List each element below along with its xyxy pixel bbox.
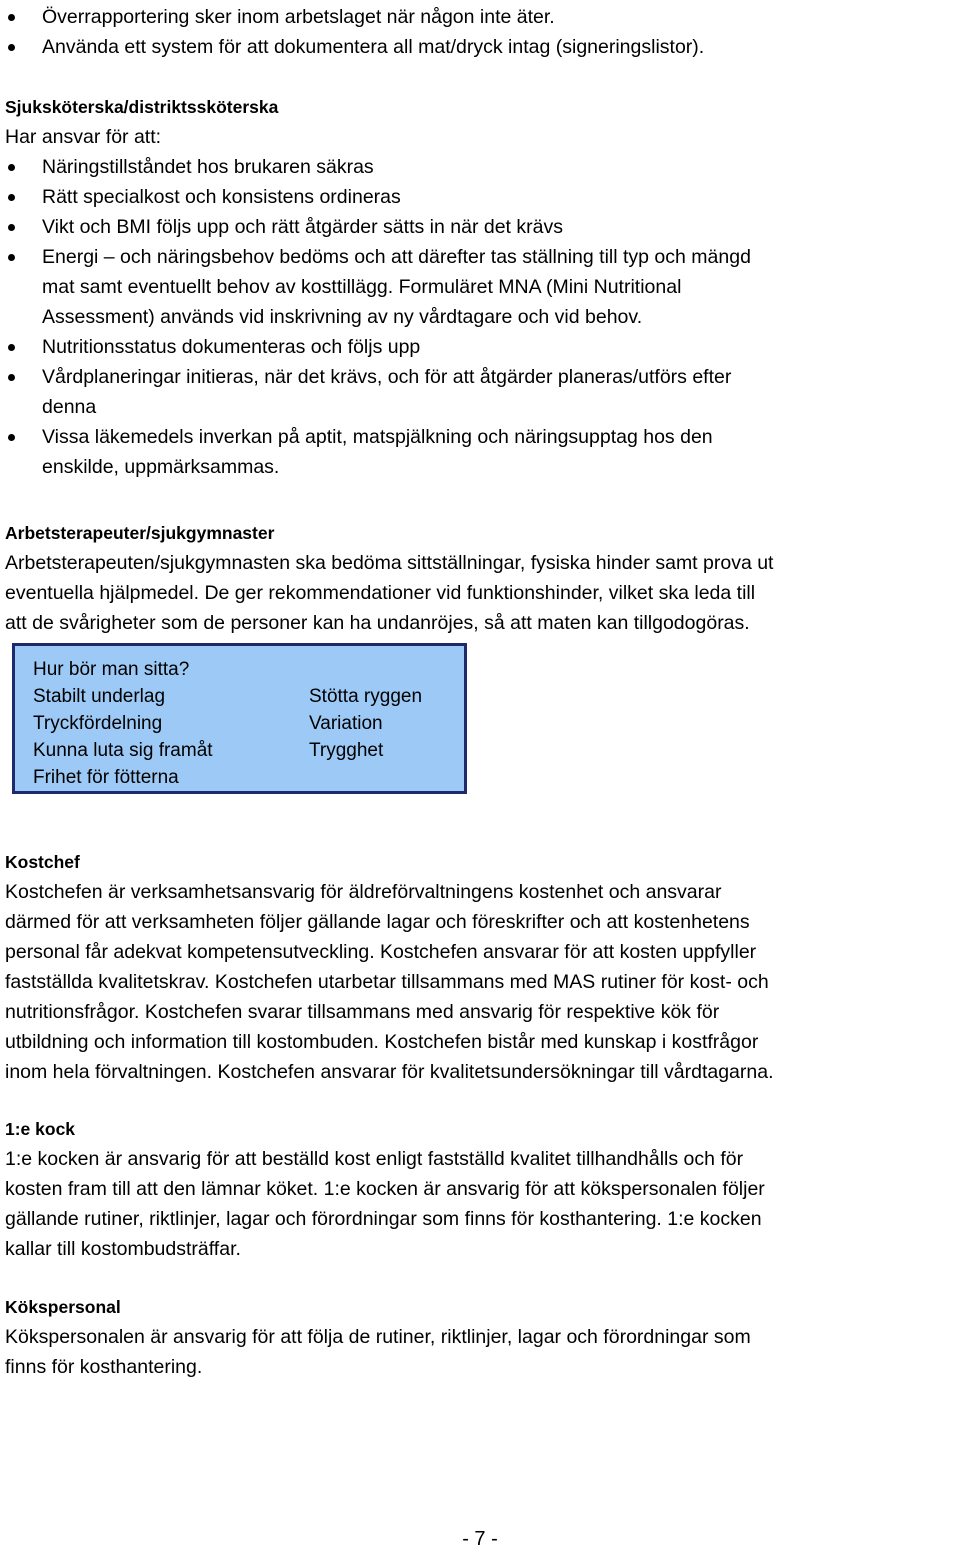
page-number: - 7 - — [462, 1528, 498, 1550]
section-heading: Kökspersonal — [5, 1297, 121, 1317]
box-item: Trygghet — [309, 740, 384, 761]
section-heading: Kostchef — [5, 852, 80, 872]
kokspersonal-section — [5, 1292, 960, 1382]
kock-section — [5, 1114, 960, 1264]
paragraph-line: finns för kosthantering. — [5, 1356, 203, 1378]
list-item: Vårdplaneringar initieras, när det krävs, och för att åtgärder planeras/utförs efter — [5, 362, 960, 392]
paragraph-line: därmed för att verksamheten följer gällande lagar och föreskrifter och att kostenhetens — [5, 911, 750, 933]
section-heading: Arbetsterapeuter/sjukgymnaster — [5, 523, 275, 543]
box-item: Frihet för fötterna — [33, 767, 179, 788]
list-item: Överrapportering sker inom arbetslaget när någon inte äter. — [5, 2, 960, 32]
paragraph-line: 1:e kocken är ansvarig för att beställd kost enligt fastställd kvalitet tillhandhålls och för — [5, 1148, 744, 1170]
box-title: Hur bör man sitta? — [33, 659, 190, 680]
nurse-bullet-list — [5, 152, 960, 482]
paragraph-line: Arbetsterapeuten/sjukgymnasten ska bedöma sittställningar, fysiska hinder samt prova ut — [5, 552, 774, 574]
bullet-icon — [8, 434, 15, 441]
bullet-icon — [8, 14, 15, 21]
paragraph-line: fastställda kvalitetskrav. Kostchefen utarbetar tillsammans med MAS rutiner för kost- och — [5, 971, 769, 993]
list-item: Energi – och näringsbehov bedöms och att därefter tas ställning till typ och mängd — [5, 242, 960, 272]
bullet-icon — [8, 194, 15, 201]
paragraph-line: personal får adekvat kompetensutveckling. Kostchefen ansvarar för att kosten uppfyller — [5, 941, 757, 963]
paragraph-line: inom hela förvaltningen. Kostchefen ansvarar för kvalitetsundersökningar till vårdtagarna. — [5, 1061, 774, 1083]
list-item: Rätt specialkost och konsistens ordineras — [5, 182, 960, 212]
bullet-icon — [8, 254, 15, 261]
kostchef-section — [5, 847, 960, 1087]
bullet-icon — [8, 344, 15, 351]
section-intro: Har ansvar för att: — [5, 126, 162, 148]
paragraph-line: att de svårigheter som de personer kan ha undanröjes, så att maten kan tillgodogöras. — [5, 612, 750, 634]
paragraph-line: utbildning och information till kostombuden. Kostchefen bistår med kunskap i kostfrågor — [5, 1031, 759, 1053]
list-item: Näringstillståndet hos brukaren säkras — [5, 152, 960, 182]
section-heading: 1:e kock — [5, 1119, 76, 1139]
list-item: Nutritionsstatus dokumenteras och följs upp — [5, 332, 960, 362]
box-item: Kunna luta sig framåt — [33, 740, 213, 761]
bullet-icon — [8, 164, 15, 171]
top-bullet-list — [5, 2, 960, 62]
therapists-section — [5, 518, 960, 638]
paragraph-line: gällande rutiner, riktlinjer, lagar och förordningar som finns för kosthantering. 1:e kocken — [5, 1208, 762, 1230]
paragraph-line: Kostchefen är verksamhetsansvarig för äldreförvaltningens kostenhet och ansvarar — [5, 881, 722, 903]
box-item: Variation — [309, 713, 383, 734]
box-item: Stabilt underlag — [33, 686, 166, 707]
sitting-advice-box — [12, 643, 467, 794]
box-item: Tryckfördelning — [33, 713, 163, 734]
list-item-continuation: mat samt eventuellt behov av kosttillägg. Formuläret MNA (Mini Nutritional — [42, 276, 682, 298]
list-item: Vikt och BMI följs upp och rätt åtgärder sätts in när det krävs — [5, 212, 960, 242]
list-item-continuation: denna — [42, 396, 97, 418]
box-item: Stötta ryggen — [309, 686, 423, 707]
bullet-icon — [8, 374, 15, 381]
bullet-icon — [8, 224, 15, 231]
list-item: Vissa läkemedels inverkan på aptit, matspjälkning och näringsupptag hos den — [5, 422, 960, 452]
list-item-continuation: Assessment) används vid inskrivning av ny vårdtagare och vid behov. — [42, 306, 643, 328]
paragraph-line: kallar till kostombudsträffar. — [5, 1238, 241, 1260]
list-item-continuation: enskilde, uppmärksammas. — [42, 456, 280, 478]
list-item: Använda ett system för att dokumentera all mat/dryck intag (signeringslistor). — [5, 32, 960, 62]
paragraph-line: kosten fram till att den lämnar köket. 1:e kocken är ansvarig för att kökspersonalen följer — [5, 1178, 765, 1200]
paragraph-line: eventuella hjälpmedel. De ger rekommendationer vid funktionshinder, vilket ska leda till — [5, 582, 756, 604]
paragraph-line: Kökspersonalen är ansvarig för att följa de rutiner, riktlinjer, lagar och förordningar som — [5, 1326, 751, 1348]
paragraph-line: nutritionsfrågor. Kostchefen svarar tillsammans med ansvarig för respektive kök för — [5, 1001, 720, 1023]
nurse-section — [5, 92, 960, 482]
bullet-icon — [8, 44, 15, 51]
section-heading: Sjuksköterska/distriktssköterska — [5, 97, 279, 117]
